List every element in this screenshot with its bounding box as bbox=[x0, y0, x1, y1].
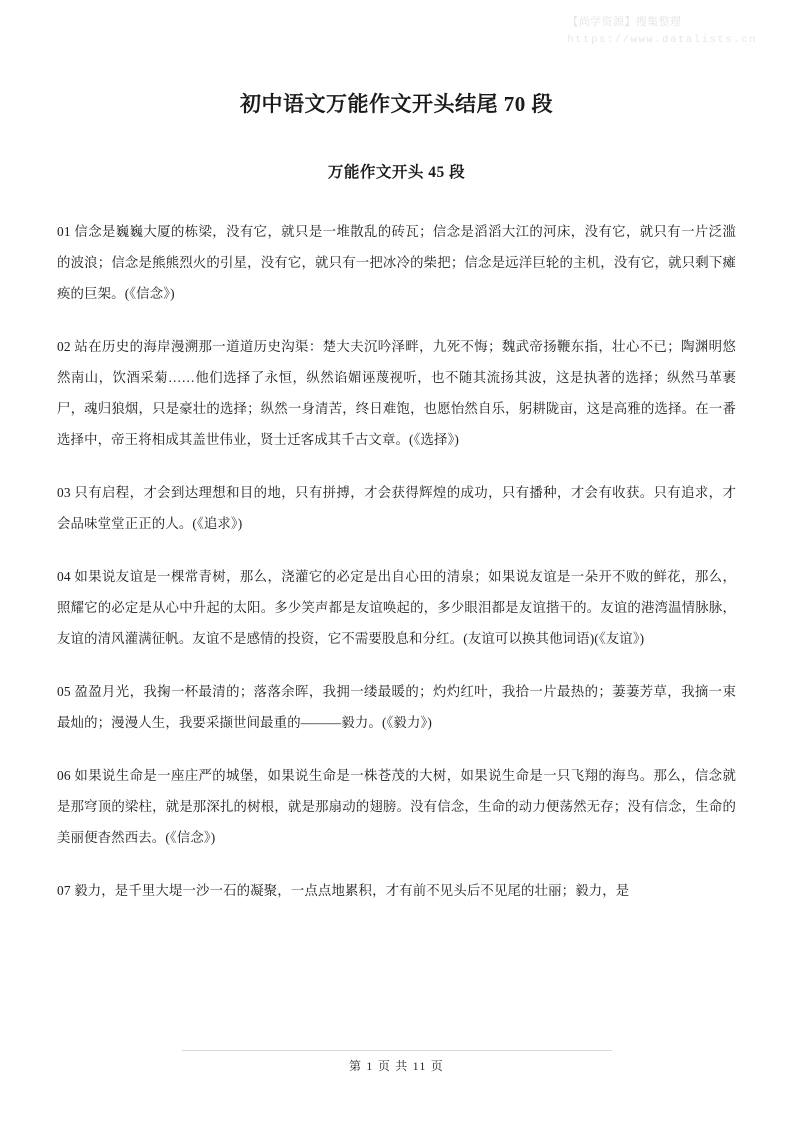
document-body bbox=[57, 216, 736, 906]
document-subtitle: 万能作文开头 45 段 bbox=[327, 164, 466, 181]
footer-divider bbox=[182, 1050, 612, 1051]
watermark-source-label: 【尚学资源】搜集整理 bbox=[567, 16, 682, 28]
page-number-label: 第 1 页 共 11 页 bbox=[349, 1059, 444, 1073]
paragraph-06: 06 如果说生命是一座庄严的城堡，如果说生命是一株苍茂的大树，如果说生命是一只飞翔的海鸟。那么，信念就是那穹顶的梁柱，就是那深扎的树根，就是那扇动的翅膀。没有信念，生命的动力便荡然无存；没有信念，生命的美丽便杳然西去。(《信念》) bbox=[57, 768, 736, 845]
paragraph-01: 01 信念是巍巍大厦的栋梁，没有它，就只是一堆散乱的砖瓦；信念是滔滔大江的河床，没有它，就只有一片泛滥的波浪；信念是熊熊烈火的引星，没有它，就只有一把冰冷的柴把；信念是远洋巨轮的主机，没有它，就只剩下瘫痪的巨架。(《信念》) bbox=[57, 224, 736, 301]
paragraph-07: 07 毅力，是千里大堤一沙一石的凝聚，一点点地累积，才有前不见头后不见尾的壮丽；毅力，是 bbox=[57, 883, 630, 898]
paragraph-04: 04 如果说友谊是一棵常青树，那么，浇灌它的必定是出自心田的清泉；如果说友谊是一朵开不败的鲜花，那么，照耀它的必定是从心中升起的太阳。多少笑声都是友谊唤起的，多少眼泪都是友谊揩干的。友谊的港湾温情脉脉，友谊的清风灌满征帆。友谊不是感情的投资，它不需要股息和分红。(友谊可以换其他词语)(《友谊》) bbox=[57, 569, 736, 646]
watermark-url: https://www.datalists.cn bbox=[567, 33, 757, 46]
paragraph-02: 02 站在历史的海岸漫溯那一道道历史沟渠：楚大夫沉吟泽畔，九死不悔；魏武帝扬鞭东指，壮心不已；陶渊明悠然南山，饮酒采菊……他们选择了永恒，纵然谄媚诬蔑视听，也不随其流扬其波，这是执著的选择；纵然马革裹尸，魂归狼烟，只是豪壮的选择；纵然一身清苦，终日难饱，也愿怡然自乐，躬耕陇亩，这是高雅的选择。在一番选择中，帝王将相成其盖世伟业，贤士迁客成其千古文章。(《选择》) bbox=[57, 339, 736, 447]
page-footer bbox=[0, 1050, 793, 1074]
paragraph-03: 03 只有启程，才会到达理想和目的地，只有拼搏，才会获得辉煌的成功，只有播种，才会有收获。只有追求，才会品味堂堂正正的人。(《追求》) bbox=[57, 485, 736, 531]
document-title: 初中语文万能作文开头结尾 70 段 bbox=[240, 92, 553, 116]
paragraph-05: 05 盈盈月光，我掬一杯最清的；落落余晖，我拥一缕最暖的；灼灼红叶，我拾一片最热的；萋萋芳草，我摘一束最灿的；漫漫人生，我要采撷世间最重的———毅力。(《毅力》) bbox=[57, 684, 736, 730]
